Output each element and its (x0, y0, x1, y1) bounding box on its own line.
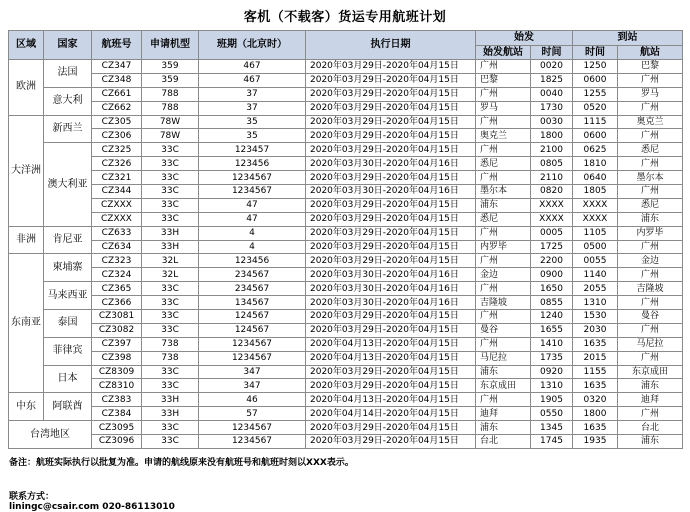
arr-time-cell: 0500 (573, 240, 618, 254)
period-cell: 2020年04月14日-2020年04月15日 (306, 407, 476, 421)
period-cell: 2020年03月30日-2020年04月16日 (306, 157, 476, 171)
schedule-body (9, 60, 683, 449)
flight-number-cell: CZ344 (92, 185, 142, 199)
table-row (9, 407, 683, 421)
arr-station-cell: 迪拜 (618, 393, 683, 407)
schedule-cell: 123457 (199, 143, 306, 157)
dep-time-cell: XXXX (531, 212, 573, 226)
arr-station-cell: 内罗毕 (618, 226, 683, 240)
dep-station-cell: 金边 (476, 268, 531, 282)
dep-time-cell: 1655 (531, 323, 573, 337)
table-row (9, 198, 683, 212)
schedule-cell: 134567 (199, 296, 306, 310)
period-cell: 2020年03月29日-2020年04月15日 (306, 379, 476, 393)
country-cell: 意大利 (44, 87, 92, 115)
aircraft-cell: 788 (142, 101, 199, 115)
aircraft-cell: 33C (142, 323, 199, 337)
country-cell: 泰国 (44, 310, 92, 338)
flight-number-cell: CZ8310 (92, 379, 142, 393)
arr-time-cell: 0055 (573, 254, 618, 268)
region-cell: 大洋洲 (9, 115, 44, 226)
dep-station-cell: 浦东 (476, 421, 531, 435)
table-row (9, 282, 683, 296)
schedule-cell: 124567 (199, 323, 306, 337)
dep-time-cell: 1735 (531, 351, 573, 365)
arr-time-cell: 2030 (573, 323, 618, 337)
schedule-cell: 4 (199, 226, 306, 240)
arr-time-cell: 1250 (573, 60, 618, 74)
period-cell: 2020年03月29日-2020年04月15日 (306, 212, 476, 226)
table-row (9, 379, 683, 393)
aircraft-cell: 33C (142, 421, 199, 435)
arr-time-cell: 0640 (573, 171, 618, 185)
table-row (9, 365, 683, 379)
schedule-cell: 124567 (199, 310, 306, 324)
aircraft-cell: 33C (142, 185, 199, 199)
dep-time-cell: 1730 (531, 101, 573, 115)
arr-station-cell: 广州 (618, 407, 683, 421)
table-row (9, 435, 683, 449)
arr-time-cell: 1800 (573, 407, 618, 421)
dep-station-cell: 广州 (476, 226, 531, 240)
period-cell: 2020年03月29日-2020年04月15日 (306, 143, 476, 157)
aircraft-cell: 33C (142, 171, 199, 185)
schedule-cell: 35 (199, 115, 306, 129)
dep-station-cell: 广州 (476, 337, 531, 351)
schedule-cell: 123456 (199, 254, 306, 268)
flight-number-cell: CZ661 (92, 87, 142, 101)
period-cell: 2020年04月13日-2020年04月15日 (306, 351, 476, 365)
header-flight-no: 航班号 (92, 31, 142, 60)
table-row (9, 296, 683, 310)
arr-station-cell: 广州 (618, 268, 683, 282)
dep-time-cell: 2200 (531, 254, 573, 268)
schedule-cell: 1234567 (199, 435, 306, 449)
dep-station-cell: 奥克兰 (476, 129, 531, 143)
table-row (9, 337, 683, 351)
header-arr-station: 航站 (618, 46, 683, 60)
flight-number-cell: CZ633 (92, 226, 142, 240)
dep-station-cell: 台北 (476, 435, 531, 449)
schedule-cell: 4 (199, 240, 306, 254)
arr-time-cell: 0600 (573, 129, 618, 143)
flight-number-cell: CZ365 (92, 282, 142, 296)
table-row (9, 129, 683, 143)
table-row (9, 393, 683, 407)
aircraft-cell: 788 (142, 87, 199, 101)
dep-time-cell: 1725 (531, 240, 573, 254)
header-arr-time: 时间 (573, 46, 618, 60)
country-cell: 澳大利亚 (44, 143, 92, 226)
country-cell: 法国 (44, 60, 92, 88)
dep-time-cell: 0550 (531, 407, 573, 421)
arr-time-cell: 2055 (573, 282, 618, 296)
dep-station-cell: 浦东 (476, 365, 531, 379)
arr-time-cell: 1635 (573, 421, 618, 435)
header-period: 执行日期 (306, 31, 476, 60)
schedule-cell: 347 (199, 365, 306, 379)
region-cell: 东南亚 (9, 254, 44, 393)
table-row (9, 73, 683, 87)
dep-time-cell: 1905 (531, 393, 573, 407)
dep-station-cell: 迪拜 (476, 407, 531, 421)
arr-time-cell: 1310 (573, 296, 618, 310)
dep-time-cell: 2100 (531, 143, 573, 157)
table-row (9, 157, 683, 171)
flight-number-cell: CZ397 (92, 337, 142, 351)
table-row (9, 254, 683, 268)
aircraft-cell: 738 (142, 351, 199, 365)
table-row (9, 268, 683, 282)
period-cell: 2020年03月29日-2020年04月15日 (306, 254, 476, 268)
period-cell: 2020年03月29日-2020年04月15日 (306, 226, 476, 240)
flight-number-cell: CZ3095 (92, 421, 142, 435)
period-cell: 2020年03月29日-2020年04月15日 (306, 129, 476, 143)
aircraft-cell: 33C (142, 157, 199, 171)
flight-number-cell: CZ325 (92, 143, 142, 157)
dep-station-cell: 浦东 (476, 198, 531, 212)
arr-station-cell: 浦东 (618, 435, 683, 449)
arr-time-cell: XXXX (573, 212, 618, 226)
arr-station-cell: 广州 (618, 185, 683, 199)
aircraft-cell: 33C (142, 365, 199, 379)
dep-time-cell: 0030 (531, 115, 573, 129)
arr-time-cell: 1530 (573, 310, 618, 324)
schedule-cell: 347 (199, 379, 306, 393)
contact-info: liningc@csair.com 020-86113010 (9, 502, 175, 512)
page-title: 客机（不载客）货运专用航班计划 (243, 10, 447, 25)
arr-station-cell: 广州 (618, 240, 683, 254)
dep-time-cell: 0020 (531, 60, 573, 74)
dep-station-cell: 东京成田 (476, 379, 531, 393)
dep-time-cell: 1240 (531, 310, 573, 324)
aircraft-cell: 33C (142, 143, 199, 157)
country-cell: 马来西亚 (44, 282, 92, 310)
arr-time-cell: 1805 (573, 185, 618, 199)
dep-time-cell: 0820 (531, 185, 573, 199)
country-cell: 菲律宾 (44, 337, 92, 365)
table-row (9, 185, 683, 199)
header-arrival: 到站 (573, 31, 683, 46)
arr-station-cell: 金边 (618, 254, 683, 268)
flight-number-cell: CZXXX (92, 212, 142, 226)
arr-station-cell: 马尼拉 (618, 337, 683, 351)
region-cell: 欧洲 (9, 60, 44, 116)
dep-station-cell: 广州 (476, 143, 531, 157)
table-row (9, 171, 683, 185)
flight-number-cell: CZ634 (92, 240, 142, 254)
period-cell: 2020年03月29日-2020年04月15日 (306, 435, 476, 449)
dep-station-cell: 广州 (476, 60, 531, 74)
dep-time-cell: 1800 (531, 129, 573, 143)
dep-station-cell: 内罗毕 (476, 240, 531, 254)
aircraft-cell: 33H (142, 407, 199, 421)
flight-number-cell: CZ321 (92, 171, 142, 185)
table-row (9, 101, 683, 115)
schedule-cell: 1234567 (199, 171, 306, 185)
dep-time-cell: 2110 (531, 171, 573, 185)
arr-station-cell: 罗马 (618, 87, 683, 101)
dep-time-cell: 0805 (531, 157, 573, 171)
arr-station-cell: 广州 (618, 101, 683, 115)
schedule-cell: 37 (199, 87, 306, 101)
aircraft-cell: 33C (142, 296, 199, 310)
aircraft-cell: 359 (142, 60, 199, 74)
aircraft-cell: 33H (142, 393, 199, 407)
dep-station-cell: 悉尼 (476, 157, 531, 171)
dep-time-cell: 1650 (531, 282, 573, 296)
flight-number-cell: CZ8309 (92, 365, 142, 379)
flight-number-cell: CZ3081 (92, 310, 142, 324)
footnote: 备注：航班实际执行以批复为准。申请的航线原来没有航班号和航班时刻以XXX表示。 (9, 458, 354, 468)
flight-number-cell: CZ326 (92, 157, 142, 171)
aircraft-cell: 359 (142, 73, 199, 87)
arr-station-cell: 墨尔本 (618, 171, 683, 185)
dep-time-cell: 0040 (531, 87, 573, 101)
dep-station-cell: 广州 (476, 393, 531, 407)
dep-station-cell: 悉尼 (476, 212, 531, 226)
dep-time-cell: 1745 (531, 435, 573, 449)
table-row (9, 212, 683, 226)
schedule-cell: 46 (199, 393, 306, 407)
period-cell: 2020年03月29日-2020年04月15日 (306, 87, 476, 101)
aircraft-cell: 33C (142, 435, 199, 449)
period-cell: 2020年03月29日-2020年04月15日 (306, 115, 476, 129)
arr-station-cell: 浦东 (618, 212, 683, 226)
arr-station-cell: 曼谷 (618, 310, 683, 324)
arr-station-cell: 吉隆坡 (618, 282, 683, 296)
aircraft-cell: 78W (142, 115, 199, 129)
region-cell: 中东 (9, 393, 44, 421)
period-cell: 2020年03月29日-2020年04月15日 (306, 60, 476, 74)
period-cell: 2020年03月29日-2020年04月15日 (306, 171, 476, 185)
flight-number-cell: CZ305 (92, 115, 142, 129)
arr-time-cell: 1255 (573, 87, 618, 101)
dep-time-cell: 0005 (531, 226, 573, 240)
schedule-cell: 1234567 (199, 351, 306, 365)
arr-time-cell: 1635 (573, 337, 618, 351)
header-dep-time: 时间 (531, 46, 573, 60)
period-cell: 2020年03月29日-2020年04月15日 (306, 73, 476, 87)
arr-station-cell: 浦东 (618, 379, 683, 393)
period-cell: 2020年03月29日-2020年04月15日 (306, 323, 476, 337)
aircraft-cell: 738 (142, 337, 199, 351)
arr-time-cell: 1635 (573, 379, 618, 393)
aircraft-cell: 32L (142, 268, 199, 282)
arr-time-cell: XXXX (573, 198, 618, 212)
dep-station-cell: 墨尔本 (476, 185, 531, 199)
schedule-cell: 37 (199, 101, 306, 115)
period-cell: 2020年03月30日-2020年04月16日 (306, 282, 476, 296)
schedule-cell: 1234567 (199, 421, 306, 435)
schedule-cell: 35 (199, 129, 306, 143)
dep-time-cell: XXXX (531, 198, 573, 212)
dep-time-cell: 1825 (531, 73, 573, 87)
arr-station-cell: 台北 (618, 421, 683, 435)
aircraft-cell: 33C (142, 212, 199, 226)
arr-station-cell: 广州 (618, 129, 683, 143)
header-region: 区域 (9, 31, 44, 60)
header-dep-station: 始发航站 (476, 46, 531, 60)
period-cell: 2020年03月29日-2020年04月15日 (306, 198, 476, 212)
flight-number-cell: CZ662 (92, 101, 142, 115)
schedule-cell: 123456 (199, 157, 306, 171)
dep-station-cell: 广州 (476, 171, 531, 185)
arr-time-cell: 1810 (573, 157, 618, 171)
flight-number-cell: CZ3096 (92, 435, 142, 449)
contact-label: 联系方式： (9, 492, 55, 502)
arr-time-cell: 0520 (573, 101, 618, 115)
table-row (9, 310, 683, 324)
period-cell: 2020年04月13日-2020年04月15日 (306, 337, 476, 351)
flight-number-cell: CZXXX (92, 198, 142, 212)
flight-schedule-table (8, 30, 683, 449)
aircraft-cell: 33H (142, 240, 199, 254)
period-cell: 2020年03月30日-2020年04月16日 (306, 296, 476, 310)
dep-time-cell: 1310 (531, 379, 573, 393)
arr-station-cell: 广州 (618, 157, 683, 171)
aircraft-cell: 33C (142, 198, 199, 212)
dep-time-cell: 1410 (531, 337, 573, 351)
table-row (9, 421, 683, 435)
country-cell: 肯尼亚 (44, 226, 92, 254)
flight-number-cell: CZ323 (92, 254, 142, 268)
flight-number-cell: CZ3082 (92, 323, 142, 337)
arr-time-cell: 1105 (573, 226, 618, 240)
flight-number-cell: CZ383 (92, 393, 142, 407)
arr-station-cell: 悉尼 (618, 143, 683, 157)
period-cell: 2020年03月30日-2020年04月16日 (306, 185, 476, 199)
dep-time-cell: 1345 (531, 421, 573, 435)
header-schedule: 班期（北京时） (199, 31, 306, 60)
arr-station-cell: 东京成田 (618, 365, 683, 379)
arr-station-cell: 广州 (618, 73, 683, 87)
flight-number-cell: CZ306 (92, 129, 142, 143)
arr-time-cell: 1140 (573, 268, 618, 282)
country-cell: 柬埔寨 (44, 254, 92, 282)
header-country: 国家 (44, 31, 92, 60)
dep-station-cell: 马尼拉 (476, 351, 531, 365)
aircraft-cell: 33C (142, 310, 199, 324)
flight-number-cell: CZ398 (92, 351, 142, 365)
flight-number-cell: CZ384 (92, 407, 142, 421)
period-cell: 2020年03月29日-2020年04月15日 (306, 365, 476, 379)
dep-station-cell: 广州 (476, 310, 531, 324)
arr-station-cell: 广州 (618, 296, 683, 310)
schedule-cell: 234567 (199, 282, 306, 296)
aircraft-cell: 33H (142, 226, 199, 240)
arr-time-cell: 1115 (573, 115, 618, 129)
schedule-cell: 57 (199, 407, 306, 421)
flight-number-cell: CZ348 (92, 73, 142, 87)
arr-station-cell: 巴黎 (618, 60, 683, 74)
schedule-cell: 1234567 (199, 337, 306, 351)
aircraft-cell: 32L (142, 254, 199, 268)
arr-station-cell: 广州 (618, 351, 683, 365)
table-row (9, 351, 683, 365)
schedule-cell: 47 (199, 198, 306, 212)
schedule-cell: 467 (199, 60, 306, 74)
dep-station-cell: 吉隆坡 (476, 296, 531, 310)
country-cell: 阿联酋 (44, 393, 92, 421)
dep-time-cell: 0920 (531, 365, 573, 379)
country-cell: 新西兰 (44, 115, 92, 143)
period-cell: 2020年03月29日-2020年04月15日 (306, 240, 476, 254)
arr-time-cell: 2015 (573, 351, 618, 365)
header-aircraft: 申请机型 (142, 31, 199, 60)
period-cell: 2020年03月29日-2020年04月15日 (306, 421, 476, 435)
region-cell: 非洲 (9, 226, 44, 254)
arr-station-cell: 奥克兰 (618, 115, 683, 129)
country-cell: 日本 (44, 365, 92, 393)
period-cell: 2020年03月29日-2020年04月15日 (306, 310, 476, 324)
arr-station-cell: 广州 (618, 323, 683, 337)
table-row (9, 87, 683, 101)
table-row (9, 115, 683, 129)
schedule-cell: 47 (199, 212, 306, 226)
dep-station-cell: 广州 (476, 115, 531, 129)
region-cell: 台湾地区 (9, 421, 92, 449)
flight-number-cell: CZ324 (92, 268, 142, 282)
arr-time-cell: 1155 (573, 365, 618, 379)
arr-time-cell: 0625 (573, 143, 618, 157)
table-row (9, 323, 683, 337)
table-row (9, 240, 683, 254)
header-departure: 始发 (476, 31, 573, 46)
arr-time-cell: 1935 (573, 435, 618, 449)
dep-station-cell: 曼谷 (476, 323, 531, 337)
dep-station-cell: 广州 (476, 87, 531, 101)
schedule-cell: 234567 (199, 268, 306, 282)
arr-time-cell: 0320 (573, 393, 618, 407)
dep-station-cell: 广州 (476, 282, 531, 296)
period-cell: 2020年04月13日-2020年04月15日 (306, 393, 476, 407)
dep-station-cell: 广州 (476, 254, 531, 268)
period-cell: 2020年03月30日-2020年04月16日 (306, 268, 476, 282)
period-cell: 2020年03月29日-2020年04月15日 (306, 101, 476, 115)
aircraft-cell: 78W (142, 129, 199, 143)
schedule-cell: 1234567 (199, 185, 306, 199)
flight-number-cell: CZ347 (92, 60, 142, 74)
aircraft-cell: 33C (142, 379, 199, 393)
table-row (9, 226, 683, 240)
dep-station-cell: 罗马 (476, 101, 531, 115)
dep-time-cell: 0855 (531, 296, 573, 310)
dep-time-cell: 0900 (531, 268, 573, 282)
table-row (9, 143, 683, 157)
table-row (9, 60, 683, 74)
flight-number-cell: CZ366 (92, 296, 142, 310)
dep-station-cell: 巴黎 (476, 73, 531, 87)
arr-station-cell: 悉尼 (618, 198, 683, 212)
arr-time-cell: 0600 (573, 73, 618, 87)
schedule-cell: 467 (199, 73, 306, 87)
aircraft-cell: 33C (142, 282, 199, 296)
